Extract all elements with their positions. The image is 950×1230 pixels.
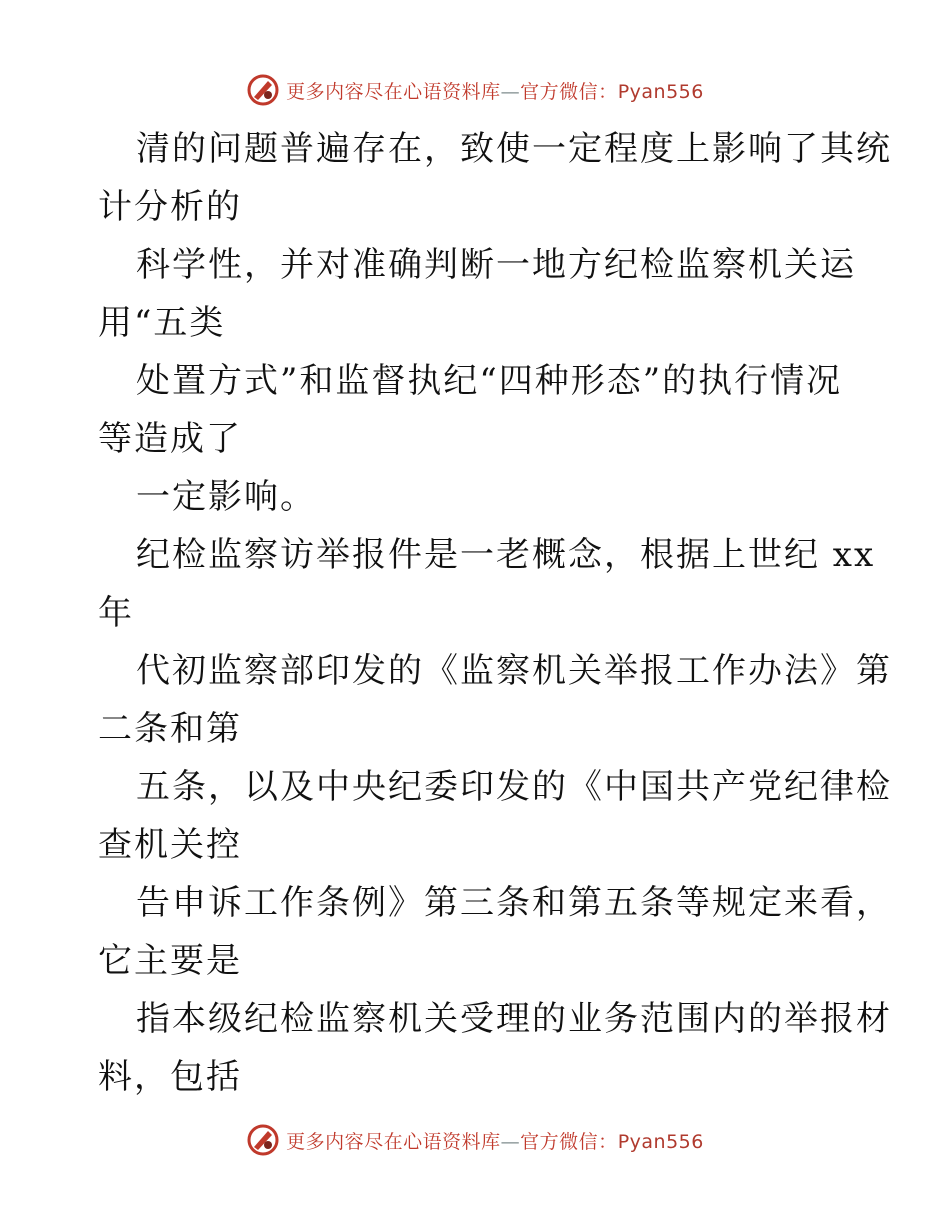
text-line: 等造成了 [98, 419, 242, 459]
text-line: 它主要是 [98, 941, 242, 981]
footer-watermark-banner [0, 1120, 950, 1160]
text-line: 代初监察部印发的《监察机关举报工作办法》第 [136, 651, 892, 691]
header-watermark-banner [0, 70, 950, 110]
text-line: 五条，以及中央纪委印发的《中国共产党纪律检 [136, 767, 892, 807]
text-line: 二条和第 [98, 709, 242, 749]
brand-logo-icon [246, 73, 280, 107]
wechat-label: 官方微信： [520, 80, 618, 103]
text-line: 年 [98, 593, 134, 633]
brand-logo-icon [246, 1123, 280, 1157]
banner-separator: — [500, 1130, 521, 1153]
document-body [98, 120, 892, 1106]
text-line: 用“五类 [98, 303, 226, 343]
banner-separator: — [500, 80, 521, 103]
brand-text: 更多内容尽在心语资料库 [286, 1130, 501, 1153]
text-line: 处置方式”和监督执纪“四种形态”的执行情况 [136, 361, 843, 401]
wechat-id: Pyan556 [617, 80, 704, 103]
brand-text: 更多内容尽在心语资料库 [286, 80, 501, 103]
text-line: 纪检监察访举报件是一老概念，根据上世纪 xx [136, 535, 876, 575]
text-line: 告申诉工作条例》第三条和第五条等规定来看， [136, 883, 892, 923]
text-line: 查机关控 [98, 825, 242, 865]
text-line: 指本级纪检监察机关受理的业务范围内的举报材 [136, 999, 892, 1039]
wechat-label: 官方微信： [520, 1130, 618, 1153]
text-line: 计分析的 [98, 187, 242, 227]
text-line: 一定影响。 [136, 477, 316, 517]
text-line: 科学性，并对准确判断一地方纪检监察机关运 [136, 245, 856, 285]
text-line: 清的问题普遍存在，致使一定程度上影响了其统 [136, 129, 892, 169]
text-line: 料，包括 [98, 1057, 242, 1097]
wechat-id: Pyan556 [617, 1130, 704, 1153]
